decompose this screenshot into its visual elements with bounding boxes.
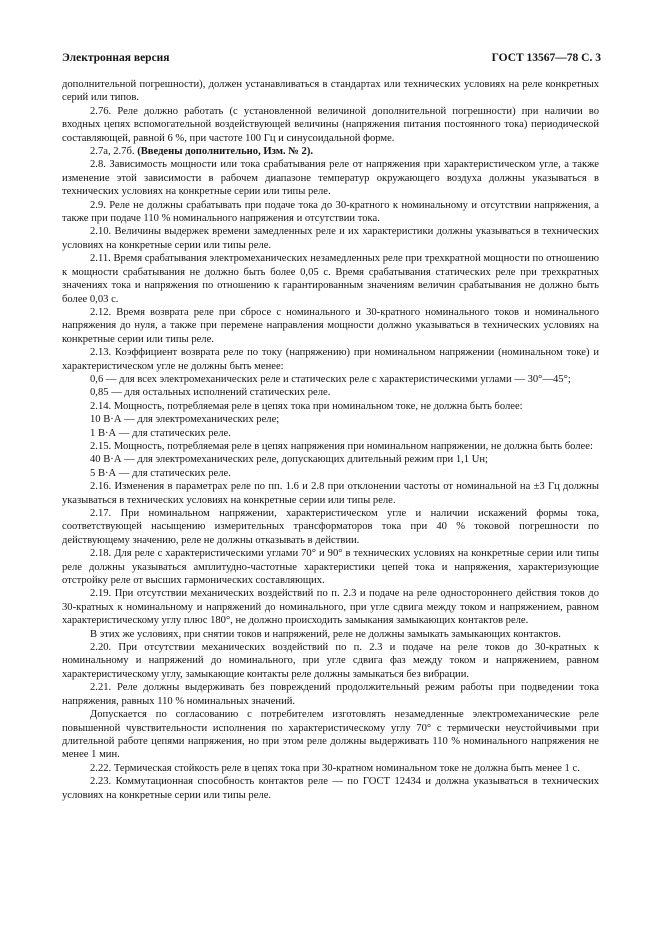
- paragraph: [62, 467, 599, 480]
- paragraph: [62, 641, 599, 681]
- paragraph: [62, 346, 599, 373]
- paragraph: [62, 628, 599, 641]
- paragraph-text: 2.18. Для реле с характеристическими углами 70° и 90° в технических условиях на конкретные серии или типы реле должны указываться амплитудно-частотные характеристики цепей тока и напряжения, характеризующие отстройку реле от высших гармонических составляющих.: [62, 548, 599, 587]
- paragraph: [62, 681, 599, 708]
- document-body: [62, 78, 599, 802]
- paragraph-text: 40 В·А — для электромеханических реле, допускающих длительный режим при 1,1 Uн;: [90, 454, 488, 466]
- paragraph-text: Допускается по согласованию с потребителем изготовлять незамедленные электромеханические реле повышенной чувствительности исполнения по характеристическому углу 70° с термически неустойчивыми при длительной работе цепями напряжения, но при этом реле должны выдерживать 110 % номинального напряжения не менее 1 мин.: [62, 709, 599, 761]
- paragraph: [62, 775, 599, 802]
- paragraph-text: 2.76. Реле должно работать (с установленной величиной дополнительной погрешности) при наличии во входных цепях вспомогательной воздействующей величины (напряжения питания постоянного тока) периодической составляющей, равной 6 %, при частоте 100 Гц и синусоидальной форме.: [62, 105, 599, 144]
- paragraph: [62, 440, 599, 453]
- paragraph-text: 1 В·А — для статических реле.: [90, 427, 231, 439]
- paragraph-text: 2.10. Величины выдержек времени замедленных реле и их характеристики должны указываться в технических условиях на конкретные серии или типы реле.: [62, 226, 599, 251]
- paragraph-text: 2.7а, 2.7б.: [90, 146, 135, 158]
- paragraph-text: 2.11. Время срабатывания электромеханических незамедленных реле при трехкратной мощности по отношению к мощности срабатывания не должно быть более 0,05 с. Время срабатывания статических реле при трехкратных значениях тока и напряжения по отношению к гарантированным значениям величин срабатывания не должно быть более 0,03 с.: [62, 253, 599, 305]
- paragraph: [62, 306, 599, 346]
- paragraph-text: 2.16. Изменения в параметрах реле по пп. 1.6 и 2.8 при отклонении частоты от номинальной на ±3 Гц должны указываться в технических условиях на конкретные серии или типы реле.: [62, 481, 599, 506]
- paragraph-text: 2.12. Время возврата реле при сбросе с номинального и 30-кратного номинального токов и номинального напряжения до нуля, а также при перемене направления мощности должно указываться в технических условиях на конкретные серии или типы реле.: [62, 306, 599, 345]
- paragraph: [62, 400, 599, 413]
- paragraph: [62, 373, 599, 386]
- paragraph-text: 5 В·А — для статических реле.: [90, 467, 231, 479]
- paragraph: [62, 252, 599, 306]
- paragraph: [62, 427, 599, 440]
- paragraph-text: 2.9. Реле не должны срабатывать при подаче тока до 30-кратного к номинальному и отсутствии напряжения, а также при подаче 110 % номинального напряжения и отсутствии тока.: [62, 199, 599, 225]
- paragraph-text: 2.17. При номинальном напряжении, характеристическом угле и наличии искажений формы тока, соответствующей насыщению измерительных трансформаторов тока при 40 % токовой погрешности по действующему значению, реле не должны отказывать в действии.: [62, 508, 599, 546]
- paragraph: [62, 547, 599, 587]
- paragraph: [62, 78, 599, 105]
- paragraph: [62, 708, 599, 762]
- paragraph-bold-note: (Введены дополнительно, Изм. № 2).: [137, 146, 313, 158]
- paragraph-text: 2.15. Мощность, потребляемая реле в цепях напряжения при номинальном напряжении, не должна быть более:: [90, 440, 593, 452]
- header-left-title: Электронная версия: [62, 52, 170, 64]
- paragraph: [62, 762, 599, 775]
- paragraph-text: В этих же условиях, при снятии токов и напряжений, реле не должны замыкать замыкающих контактов.: [90, 628, 561, 640]
- paragraph: [62, 587, 599, 627]
- paragraph: [62, 453, 599, 466]
- paragraph-text: 10 В·А — для электромеханических реле;: [90, 414, 280, 426]
- paragraph-text: 2.21. Реле должны выдерживать без повреждений продолжительный режим работы при подведении тока напряжения, равных 110 % номинальных значений.: [62, 682, 599, 707]
- paragraph-text: 2.23. Коммутационная способность контактов реле — по ГОСТ 12434 и должна указываться в технических условиях на конкретные серии или типы реле.: [62, 776, 599, 801]
- paragraph-text: 2.19. При отсутствии механических воздействий по п. 2.3 и подаче на реле одностороннего действия токов до 30-кратных к номинальному и напряжений до номинального, при угле сдвига между током и напряжением, равном характеристическому углу плюс 180°, не должно происходить замыкания замыкающих контактов реле.: [62, 588, 599, 627]
- paragraph: [62, 199, 599, 226]
- paragraph-text: 2.22. Термическая стойкость реле в цепях тока при 30-кратном номинальном токе не должна быть менее 1 с.: [90, 762, 580, 774]
- paragraph: [62, 105, 599, 145]
- paragraph-text: 2.13. Коэффициент возврата реле по току (напряжению) при номинальном напряжении (номинальном токе) и характеристическом угле не должны быть менее:: [62, 347, 599, 372]
- paragraph: [62, 413, 599, 426]
- paragraph-text: 0,85 — для остальных исполнений статических реле.: [90, 387, 331, 399]
- paragraph-text: 2.14. Мощность, потребляемая реле в цепях тока при номинальном токе, не должна быть более:: [90, 400, 523, 412]
- paragraph-text: дополнительной погрешности), должен устанавливаться в стандартах или технических условиях на реле конкретных серий или типов.: [62, 79, 599, 104]
- paragraph-text: 2.20. При отсутствии механических воздействий по п. 2.3 и подаче на реле токов до 30-кратных к номинальному и напряжений до номинального, при угле сдвига фаз между током и напряжением, равном характеристическому углу, замыкающие контакты реле должны замыкаться без вибрации.: [62, 642, 599, 680]
- paragraph-text: 0,6 — для всех электромеханических реле и статических реле с характеристическими углами — 30°—45°;: [90, 373, 571, 385]
- paragraph: [62, 480, 599, 507]
- paragraph: [62, 145, 599, 158]
- header-right-standard: ГОСТ 13567—78 С. 3: [491, 52, 601, 64]
- paragraph: [62, 158, 599, 198]
- paragraph-text: 2.8. Зависимость мощности или тока срабатывания реле от напряжения при характеристическом угле, а также изменение этой зависимости в рабочем диапазоне температур окружающего воздуха должны указываться в технических условиях на конкретные серии или типы реле.: [62, 159, 599, 198]
- page-header: [62, 52, 601, 68]
- paragraph: [62, 225, 599, 252]
- paragraph: [62, 507, 599, 547]
- paragraph: [62, 386, 599, 399]
